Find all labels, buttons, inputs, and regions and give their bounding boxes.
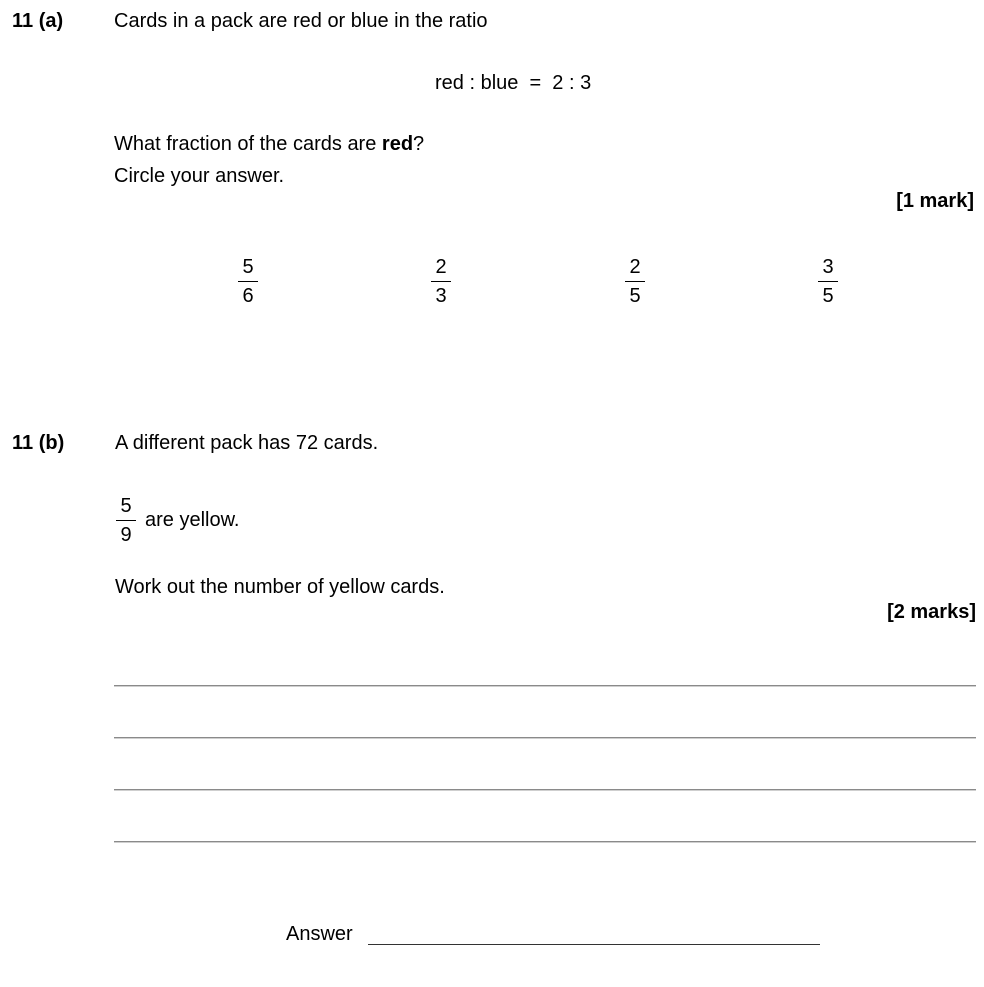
question-number-11a: 11 (a): [12, 10, 64, 32]
question-text-pre: What fraction of the cards are: [114, 133, 382, 155]
option-1-denominator: 6: [242, 285, 254, 307]
working-line-2[interactable]: [114, 737, 976, 739]
part-b-intro: A different pack has 72 cards.: [115, 432, 379, 454]
answer-label: Answer: [286, 923, 353, 945]
working-line-3[interactable]: [114, 789, 976, 791]
fraction-bar: [238, 281, 258, 282]
answer-option-1[interactable]: [236, 257, 260, 306]
option-3-numerator: 2: [629, 256, 641, 278]
option-4-denominator: 5: [822, 285, 834, 307]
fraction-bar: [431, 281, 451, 282]
yellow-fraction-text: are yellow.: [145, 509, 240, 531]
answer-option-2[interactable]: [429, 257, 453, 306]
part-a-intro: Cards in a pack are red or blue in the ratio: [114, 10, 488, 32]
question-number-11b: 11 (b): [12, 432, 65, 454]
yellow-fraction-numerator: 5: [120, 495, 132, 517]
option-3-denominator: 5: [629, 285, 641, 307]
working-line-4[interactable]: [114, 841, 976, 843]
yellow-fraction-denominator: 9: [120, 524, 132, 546]
question-text-post: ?: [413, 133, 425, 155]
answer-option-4[interactable]: [816, 257, 840, 306]
fraction-bar: [625, 281, 645, 282]
fraction-bar: [818, 281, 838, 282]
option-2-numerator: 2: [435, 256, 447, 278]
working-line-1[interactable]: [114, 685, 976, 687]
fraction-bar: [116, 520, 136, 521]
answer-line[interactable]: [368, 944, 820, 945]
option-2-denominator: 3: [435, 285, 447, 307]
option-4-numerator: 3: [822, 256, 834, 278]
option-1-numerator: 5: [242, 256, 254, 278]
ratio-statement: red : blue = 2 : 3: [435, 72, 592, 94]
part-b-marks: [2 marks]: [887, 601, 976, 623]
part-a-instruction: Circle your answer.: [114, 165, 285, 187]
yellow-fraction: [114, 496, 138, 545]
answer-option-3[interactable]: [623, 257, 647, 306]
question-text-bold: red: [381, 133, 414, 155]
part-b-question: Work out the number of yellow cards.: [115, 576, 445, 598]
part-a-question: [114, 134, 424, 154]
part-a-marks: [1 mark]: [896, 190, 974, 212]
